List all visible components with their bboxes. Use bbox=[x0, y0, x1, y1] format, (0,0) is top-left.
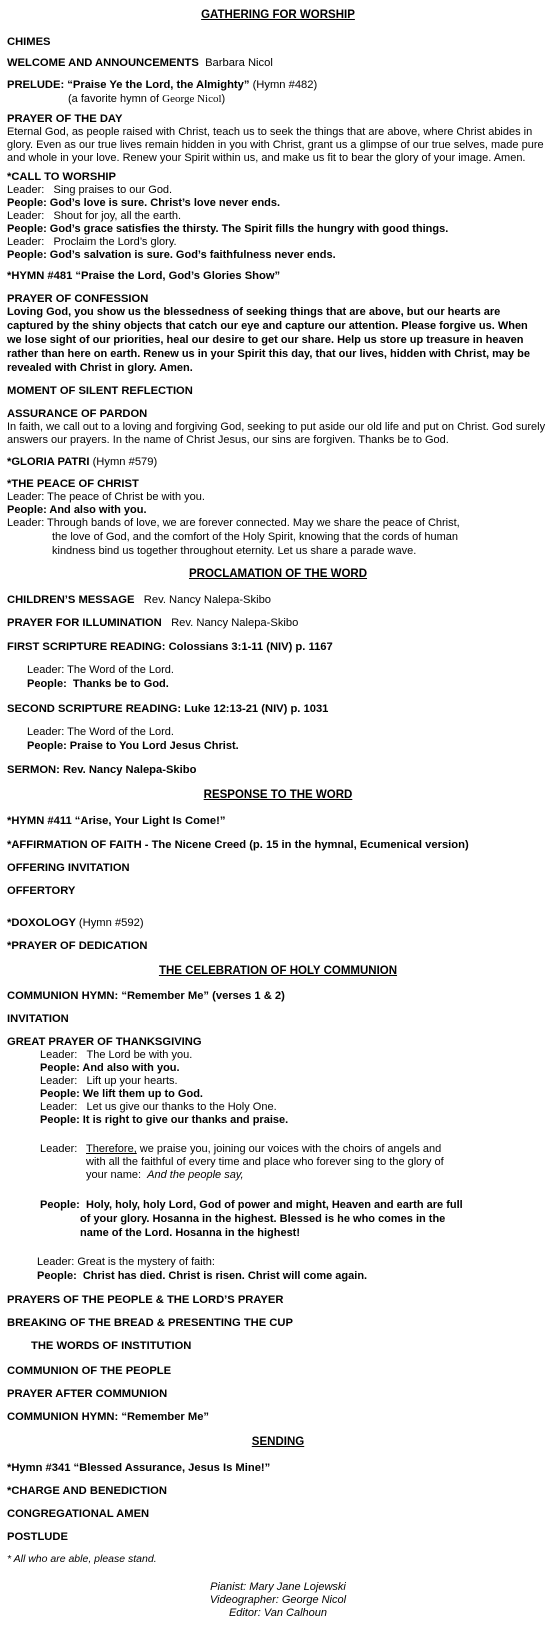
affirmation-of-faith: *AFFIRMATION OF FAITH - The Nicene Creed (p. 15 in the hymnal, Ecumenical version) bbox=[7, 839, 469, 851]
heading-gathering: GATHERING FOR WORSHIP bbox=[201, 9, 355, 21]
breaking-bread: BREAKING OF THE BREAD & PRESENTING THE CUP bbox=[7, 1317, 293, 1329]
dialogue-line: People: It is right to give our thanks and praise. bbox=[40, 1114, 289, 1126]
dialogue-line: Leader: Lift up your hearts. bbox=[40, 1075, 178, 1087]
mystery-people: People: Christ has died. Christ is risen. Christ will come again. bbox=[37, 1270, 368, 1282]
prayer-day-title: PRAYER OF THE DAY bbox=[7, 113, 123, 125]
dialogue-line: People: And also with you. bbox=[40, 1062, 180, 1074]
call-line: People: God’s grace satisfies the thirsty. The Spirit fills the hungry with good things. bbox=[7, 223, 449, 235]
confession-line: captured by the shiny objects that catch our eye and capture our attention. Please forgive us. When bbox=[7, 320, 528, 332]
offering-invitation: OFFERING INVITATION bbox=[7, 862, 130, 874]
prayer-day-line: glory. Even as our true lives remain hidden in you with Christ, grant us a glimpse of our true selves, made pure bbox=[7, 139, 544, 151]
second-reading-people: People: Praise to You Lord Jesus Christ. bbox=[27, 740, 239, 752]
communion-of-people: COMMUNION OF THE PEOPLE bbox=[7, 1365, 172, 1377]
second-reading: SECOND SCRIPTURE READING: Luke 12:13-21 (NIV) p. 1031 bbox=[7, 703, 329, 715]
confession-line: we lose sight of our priorities, heal our desire to get our share. Help us store up treasure in heaven bbox=[7, 334, 524, 346]
prelude-hymn-number: (Hymn #482) bbox=[252, 79, 318, 91]
credit-pianist: Pianist: Mary Jane Lojewski bbox=[210, 1581, 346, 1593]
peace-leader-line: Through bands of love, we are forever connected. May we share the peace of Christ, bbox=[47, 517, 460, 529]
thanksgiving-leader-line: with all the faithful of every time and place who forever sing to the glory of bbox=[86, 1156, 444, 1168]
dialogue-line: Leader: The Lord be with you. bbox=[40, 1049, 193, 1061]
peace-people: People: And also with you. bbox=[7, 504, 147, 516]
first-reading-leader: Leader: The Word of the Lord. bbox=[27, 664, 174, 676]
confession-title: PRAYER OF CONFESSION bbox=[7, 293, 149, 305]
welcome-label: WELCOME AND ANNOUNCEMENTS bbox=[7, 57, 199, 69]
peace-leader-line: kindness bind us together throughout eternity. Let us share a parade wave. bbox=[52, 545, 417, 557]
heading-communion: THE CELEBRATION OF HOLY COMMUNION bbox=[158, 965, 398, 977]
prelude-label: PRELUDE: “Praise Ye the Lord, the Almighty” bbox=[7, 79, 250, 91]
peace-leader-who: Leader: bbox=[7, 517, 45, 529]
credit-videographer: Videographer: George Nicol bbox=[209, 1594, 347, 1606]
dialogue-line: People: We lift them up to God. bbox=[40, 1088, 203, 1100]
first-reading-people: People: Thanks be to God. bbox=[27, 678, 169, 690]
stand-note: * All who are able, please stand. bbox=[7, 1553, 157, 1565]
prelude-note: (a favorite hymn of George Nicol) bbox=[68, 93, 226, 105]
prayer-after-communion: PRAYER AFTER COMMUNION bbox=[7, 1388, 168, 1400]
hymn-481: *HYMN #481 “Praise the Lord, God’s Glories Show” bbox=[7, 270, 281, 282]
prayer-dedication: *PRAYER OF DEDICATION bbox=[7, 940, 148, 952]
confession-line: Loving God, you show us the blessedness of seeking things that are above, but our hearts are bbox=[7, 306, 501, 318]
sermon: SERMON: Rev. Nancy Nalepa-Skibo bbox=[7, 764, 197, 776]
hymn-411: *HYMN #411 “Arise, Your Light Is Come!” bbox=[7, 815, 226, 827]
doxology: *DOXOLOGY (Hymn #592) bbox=[7, 917, 144, 929]
call-line: People: God’s love is sure. Christ’s love never ends. bbox=[7, 197, 281, 209]
sanctus-line: Holy, holy, holy Lord, God of power and might, Heaven and earth are full bbox=[86, 1199, 463, 1211]
prayer-illumination: PRAYER FOR ILLUMINATION Rev. Nancy Nalepa-Skibo bbox=[7, 617, 299, 629]
item-chimes: CHIMES bbox=[7, 36, 51, 48]
gloria-patri: *GLORIA PATRI (Hymn #579) bbox=[7, 456, 158, 468]
postlude: POSTLUDE bbox=[7, 1531, 68, 1543]
prayers-of-people: PRAYERS OF THE PEOPLE & THE LORD’S PRAYER bbox=[7, 1294, 284, 1306]
first-reading: FIRST SCRIPTURE READING: Colossians 3:1-11 (NIV) p. 1167 bbox=[7, 641, 333, 653]
sanctus-line: of your glory. Hosanna in the highest. Blessed is he who comes in the bbox=[80, 1213, 446, 1225]
charge-benediction: *CHARGE AND BENEDICTION bbox=[7, 1485, 167, 1497]
mystery-leader: Leader: Great is the mystery of faith: bbox=[37, 1256, 215, 1268]
sanctus-line: name of the Lord. Hosanna in the highest! bbox=[80, 1227, 301, 1239]
heading-response: RESPONSE TO THE WORD bbox=[203, 789, 353, 801]
pardon-title: ASSURANCE OF PARDON bbox=[7, 408, 148, 420]
hymn-341: *Hymn #341 “Blessed Assurance, Jesus Is Mine!” bbox=[7, 1462, 271, 1474]
call-line: Leader: Proclaim the Lord’s glory. bbox=[7, 236, 177, 248]
thanksgiving-leader-who: Leader: bbox=[40, 1143, 78, 1155]
childrens-message: CHILDREN’S MESSAGE Rev. Nancy Nalepa-Skibo bbox=[7, 594, 272, 606]
call-line: People: God’s salvation is sure. God’s faithfulness never ends. bbox=[7, 249, 336, 261]
peace-leader: Leader: The peace of Christ be with you. bbox=[7, 491, 205, 503]
credit-editor: Editor: Van Calhoun bbox=[228, 1607, 328, 1619]
peace-leader-line: the love of God, and the comfort of the Holy Spirit, knowing that the cords of human bbox=[52, 531, 459, 543]
words-of-institution: THE WORDS OF INSTITUTION bbox=[31, 1340, 192, 1352]
call-line: Leader: Sing praises to our God. bbox=[7, 184, 173, 196]
offertory: OFFERTORY bbox=[7, 885, 76, 897]
confession-line: rather than here on earth. Renew us in your Spirit this day, that our lives, hidden with Christ, may be bbox=[7, 348, 530, 360]
prayer-day-line: Eternal God, as people raised with Christ, teach us to seek the things that are above, where Christ abides in bbox=[7, 126, 533, 138]
communion-hymn-2: COMMUNION HYMN: “Remember Me” bbox=[7, 1411, 210, 1423]
sanctus-who: People: bbox=[40, 1199, 80, 1211]
communion-hymn-1: COMMUNION HYMN: “Remember Me” (verses 1 & 2) bbox=[7, 990, 285, 1002]
call-to-worship-title: *CALL TO WORSHIP bbox=[7, 171, 116, 183]
pardon-line: In faith, we call out to a loving and forgiving God, seeking to put aside our old life and put on Christ. God surely bbox=[7, 421, 546, 433]
heading-sending: SENDING bbox=[251, 1436, 305, 1448]
item-welcome bbox=[7, 57, 273, 70]
thanksgiving-title: GREAT PRAYER OF THANKSGIVING bbox=[7, 1036, 202, 1048]
thanksgiving-leader-line: Therefore, we praise you, joining our voices with the choirs of angels and bbox=[86, 1143, 442, 1155]
confession-line: revealed with Christ in glory. Amen. bbox=[7, 362, 193, 374]
dialogue-line: Leader: Let us give our thanks to the Holy One. bbox=[40, 1101, 277, 1113]
peace-title: *THE PEACE OF CHRIST bbox=[7, 478, 139, 490]
heading-proclamation: PROCLAMATION OF THE WORD bbox=[188, 568, 368, 580]
congregational-amen: CONGREGATIONAL AMEN bbox=[7, 1508, 150, 1520]
welcome-person: Barbara Nicol bbox=[205, 57, 273, 69]
second-reading-leader: Leader: The Word of the Lord. bbox=[27, 726, 174, 738]
pardon-line: answers our prayers. In the name of Christ Jesus, our sins are forgiven. Thanks be to God. bbox=[7, 434, 449, 446]
invitation: INVITATION bbox=[7, 1013, 69, 1025]
prayer-day-line: and whole in your love. Renew your Spirit within us, and make us fit to bear the glory of your image. Amen. bbox=[7, 152, 526, 164]
silent-reflection: MOMENT OF SILENT REFLECTION bbox=[7, 385, 193, 397]
item-prelude bbox=[7, 79, 317, 92]
call-line: Leader: Shout for joy, all the earth. bbox=[7, 210, 182, 222]
thanksgiving-leader-line: your name: And the people say, bbox=[86, 1169, 244, 1181]
